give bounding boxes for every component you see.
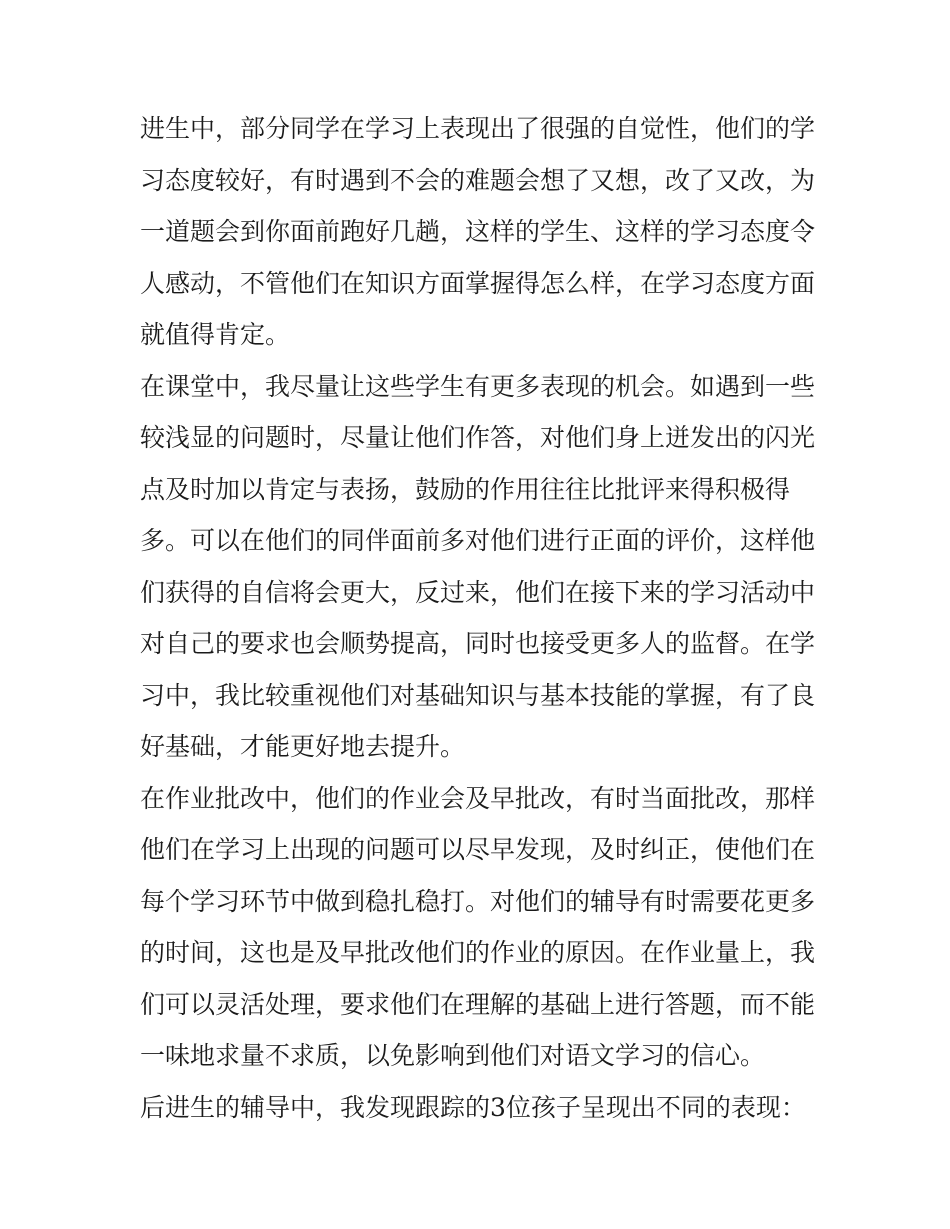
text-line: 进生中，部分同学在学习上表现出了很强的自觉性，他们的学 xyxy=(140,114,816,143)
text-line: 后进生的辅导中，我发现跟踪的3位孩子呈现出不同的表现： xyxy=(140,1092,806,1122)
text-line: 每个学习环节中做到稳扎稳打。对他们的辅导有时需要花更多 xyxy=(140,886,816,916)
text-line: 多。可以在他们的同伴面前多对他们进行正面的评价，这样他 xyxy=(140,526,816,555)
text-line: 好基础，才能更好地去提升。 xyxy=(140,732,466,761)
text-line: 人感动，不管他们在知识方面掌握得怎么样，在学习态度方面 xyxy=(140,268,816,298)
text-line: 一道题会到你面前跑好几趟，这样的学生、这样的学习态度令 xyxy=(140,217,816,246)
text-line: 们可以灵活处理，要求他们在理解的基础上进行答题，而不能 xyxy=(140,989,816,1019)
text-line: 的时间，这也是及早批改他们的作业的原因。在作业量上，我 xyxy=(140,938,816,967)
text-line: 对自己的要求也会顺势提高，同时也接受更多人的监督。在学 xyxy=(140,629,816,658)
document-body xyxy=(140,103,815,1133)
text-line: 点及时加以肯定与表扬，鼓励的作用往往比批评来得积极得 xyxy=(140,474,791,504)
text-line: 在课堂中，我尽量让这些学生有更多表现的机会。如遇到一些 xyxy=(140,371,816,401)
text-line: 习态度较好，有时遇到不会的难题会想了又想，改了又改，为 xyxy=(140,165,816,195)
text-line: 习中，我比较重视他们对基础知识与基本技能的掌握，有了良 xyxy=(140,680,816,710)
text-line: 较浅显的问题时，尽量让他们作答，对他们身上迸发出的闪光 xyxy=(140,423,816,452)
text-line: 一味地求量不求质，以免影响到他们对语文学习的信心。 xyxy=(140,1041,766,1070)
text-line: 在作业批改中，他们的作业会及早批改，有时当面批改，那样 xyxy=(140,783,816,813)
text-line: 他们在学习上出现的问题可以尽早发现，及时纠正，使他们在 xyxy=(140,835,816,864)
text-line: 就值得肯定。 xyxy=(140,320,291,349)
text-line: 们获得的自信将会更大，反过来，他们在接下来的学习活动中 xyxy=(140,577,816,607)
